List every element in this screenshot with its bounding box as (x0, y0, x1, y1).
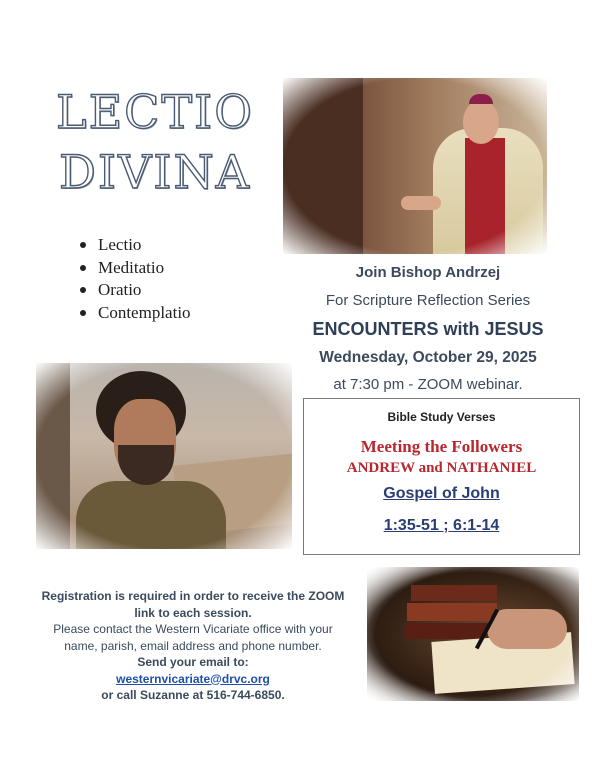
list-item: Lectio (78, 234, 191, 257)
page-title (50, 82, 260, 202)
title-line-1: LECTIO (56, 85, 254, 139)
study-heading: Bible Study Verses (387, 410, 496, 424)
list-item: Oratio (78, 279, 191, 302)
bishop-photo (283, 78, 547, 254)
title-line-2: DIVINA (59, 145, 251, 199)
registration-contact: Please contact the Western Vicariate office with your name, parish, email address and phone number. (53, 622, 333, 653)
list-item: Meditatio (78, 257, 191, 280)
list-item: Contemplatio (78, 302, 191, 325)
registration-send: Send your email to: (137, 655, 249, 669)
study-names: ANDREW and NATHANIEL (346, 460, 537, 476)
event-time: at 7:30 pm - ZOOM webinar. (333, 376, 523, 393)
event-series: For Scripture Reflection Series (325, 292, 531, 309)
study-verses: 1:35-51 ; 6:1-14 (383, 517, 500, 534)
study-title: Meeting the Followers (360, 437, 523, 456)
event-host: Join Bishop Andrzej (355, 264, 501, 281)
lectio-steps-list (78, 234, 191, 324)
event-date: Wednesday, October 29, 2025 (319, 349, 537, 366)
registration-required: Registration is required in order to receive the ZOOM link to each session. (41, 589, 345, 620)
registration-info (36, 588, 350, 704)
event-name: ENCOUNTERS with JESUS (312, 319, 544, 339)
study-gospel: Gospel of John (383, 485, 500, 502)
disciple-photo (36, 363, 292, 549)
email-link[interactable]: westernvicariate@drvc.org (116, 671, 270, 686)
event-info (296, 262, 560, 398)
bible-study-box (303, 398, 580, 555)
bible-writing-photo (367, 567, 579, 701)
registration-phone: or call Suzanne at 516-744-6850. (101, 688, 285, 702)
